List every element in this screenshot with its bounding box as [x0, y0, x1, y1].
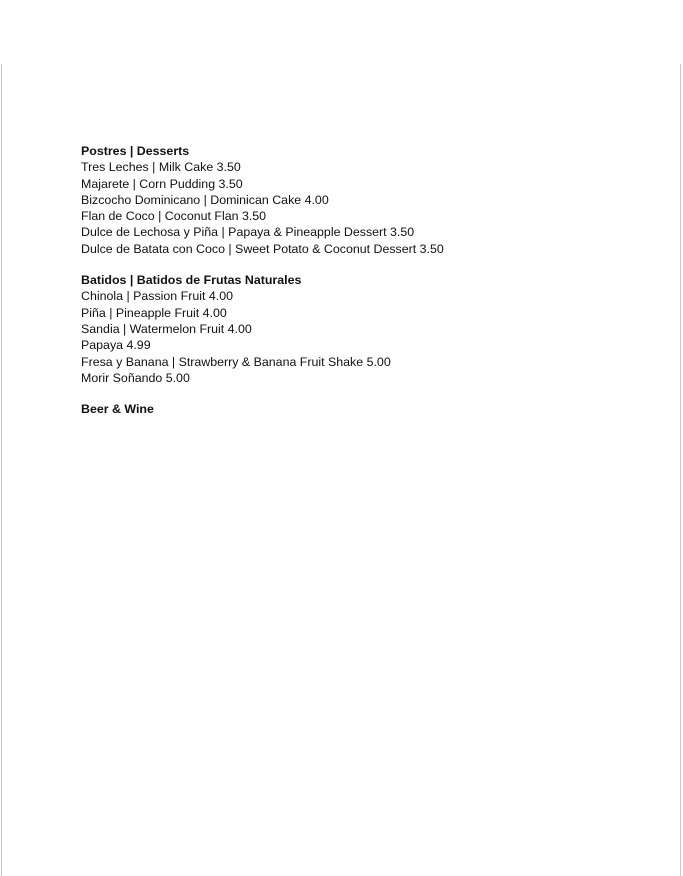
batidos-section	[81, 272, 641, 386]
batidos-heading: Batidos | Batidos de Frutas Naturales	[81, 273, 302, 288]
page-left-border	[1, 64, 2, 876]
menu-item: Majarete | Corn Pudding 3.50	[81, 176, 243, 191]
menu-item: Chinola | Passion Fruit 4.00	[81, 289, 233, 304]
menu-item: Fresa y Banana | Strawberry & Banana Fruit Shake 5.00	[81, 354, 391, 369]
menu-item: Piña | Pineapple Fruit 4.00	[81, 305, 227, 320]
desserts-heading: Postres | Desserts	[81, 144, 190, 158]
menu-item: Papaya 4.99	[81, 338, 151, 353]
menu-item: Dulce de Lechosa y Piña | Papaya & Pineapple Dessert 3.50	[81, 225, 415, 240]
beer-wine-heading: Beer & Wine	[81, 402, 154, 417]
menu-item: Tres Leches | Milk Cake 3.50	[81, 160, 241, 175]
menu-content	[81, 143, 641, 432]
desserts-section	[81, 143, 641, 257]
page-right-border	[680, 64, 681, 876]
menu-item: Morir Soñando 5.00	[81, 370, 190, 385]
menu-item: Sandia | Watermelon Fruit 4.00	[81, 321, 252, 336]
menu-item: Bizcocho Dominicano | Dominican Cake 4.00	[81, 192, 329, 207]
menu-item: Flan de Coco | Coconut Flan 3.50	[81, 209, 267, 224]
beer-wine-section	[81, 401, 641, 417]
menu-item: Dulce de Batata con Coco | Sweet Potato & Coconut Dessert 3.50	[81, 241, 444, 256]
